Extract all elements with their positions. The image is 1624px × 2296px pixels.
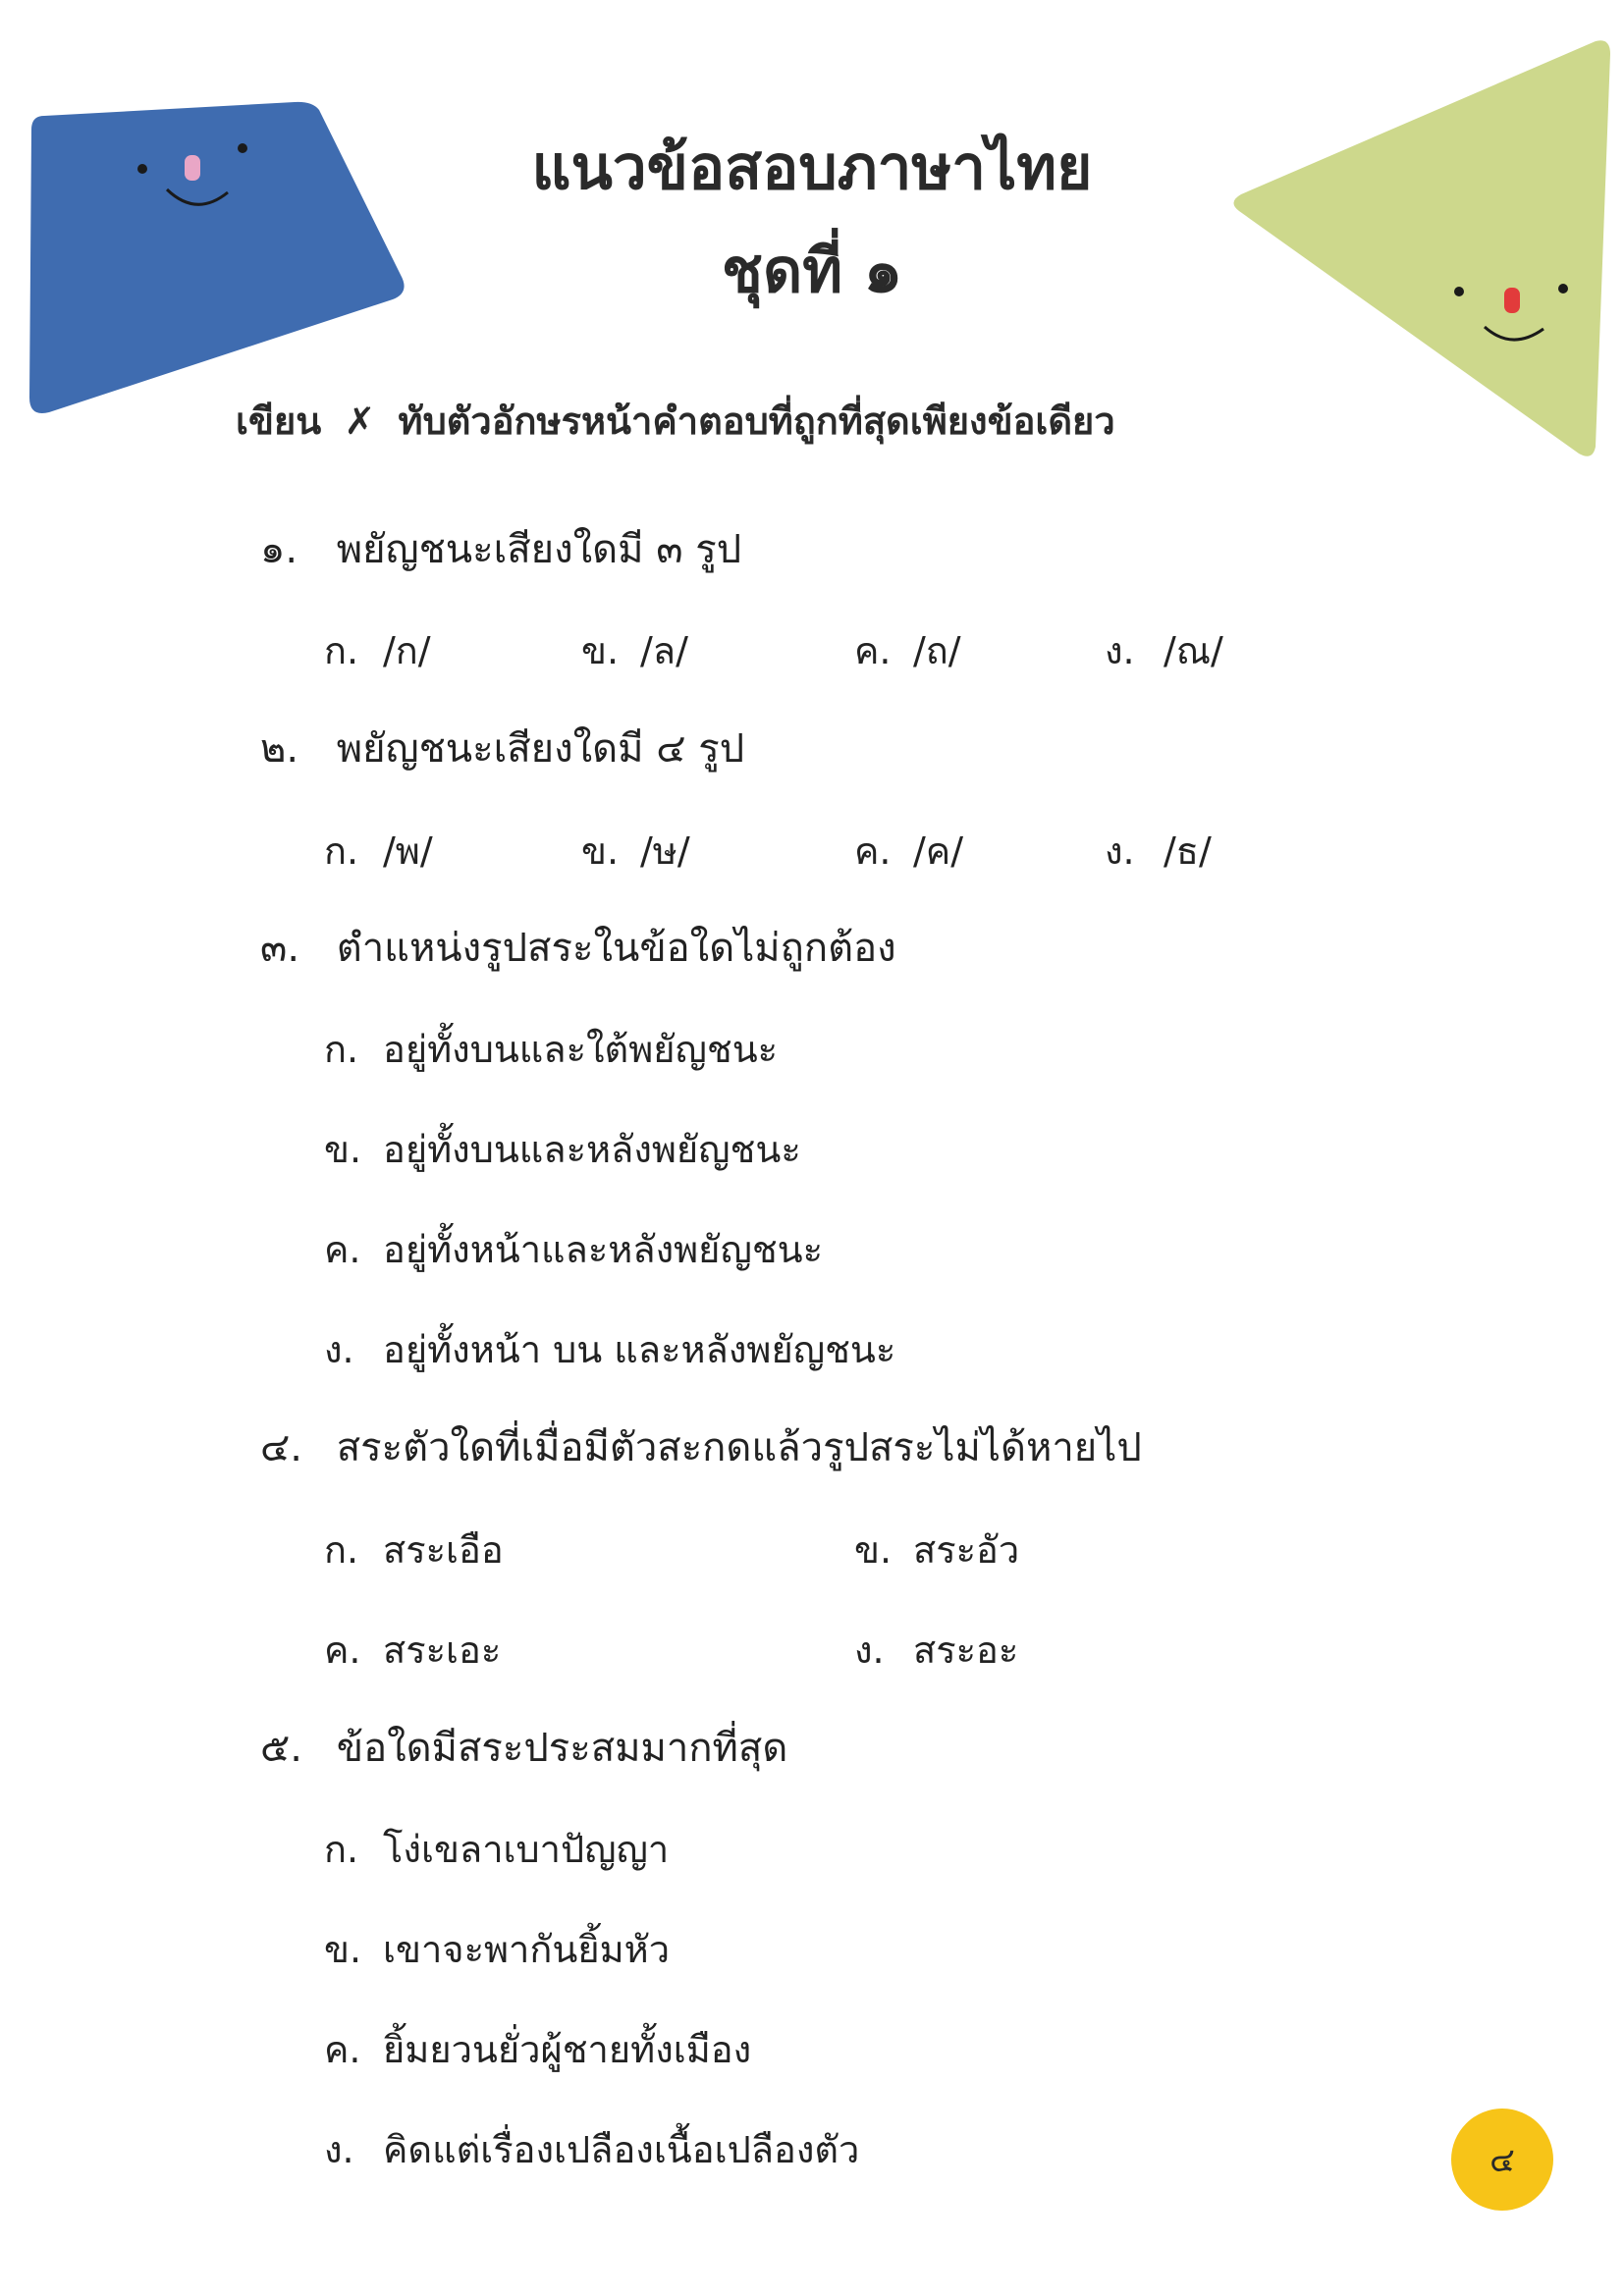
question-3 [260,916,896,979]
option-3b[interactable] [324,1119,801,1179]
option-text: สระอัว [913,1528,1020,1572]
option-3d[interactable] [324,1319,895,1379]
instruction-text-before: เขียน [236,400,322,443]
option-label: ก. [324,1528,359,1572]
option-text: อยู่ทั้งหน้า บน และหลังพยัญชนะ [383,1328,896,1371]
option-text: อยู่ทั้งบนและใต้พยัญชนะ [383,1028,779,1071]
option-3a[interactable] [324,1019,778,1079]
question-text: ข้อใดมีสระประสมมากที่สุด [336,1726,788,1771]
option-2d[interactable] [1105,821,1212,881]
option-5a[interactable] [324,1819,669,1879]
option-1b[interactable] [581,620,688,680]
page-number: ๔ [1489,2141,1515,2180]
option-text: สระเอะ [383,1629,502,1672]
option-text: อยู่ทั้งบนและหลังพยัญชนะ [383,1128,801,1171]
option-text: คิดแต่เรื่องเปลืองเนื้อเปลืองตัว [383,2128,860,2171]
question-5 [260,1716,787,1779]
option-text: /ก/ [383,629,431,672]
page-subtitle: ชุดที่ ๑ [721,235,903,306]
option-text: สระเอือ [383,1528,504,1572]
option-text: /ล/ [640,629,688,672]
page-title: แนวข้อสอบภาษาไทย [531,132,1093,203]
option-label: ค. [854,829,892,873]
option-text: /ถ/ [913,629,961,672]
question-number: ๒. [260,726,299,772]
option-label: ง. [324,1328,354,1371]
option-1a[interactable] [324,620,431,680]
option-label: ค. [324,1629,361,1672]
option-label: ก. [324,1028,359,1071]
question-1 [260,517,741,580]
question-4 [260,1415,1142,1478]
option-label: ง. [1105,829,1135,873]
option-1d[interactable] [1105,620,1223,680]
question-number: ๕. [260,1726,302,1771]
option-5d[interactable] [324,2119,859,2179]
option-label: ข. [324,1128,362,1171]
instruction-text-after: ทับตัวอักษรหน้าคำตอบที่ถูกที่สุดเพียงข้อเดียว [398,400,1115,443]
page-number-badge [1451,2109,1553,2211]
option-text: เขาจะพากันยิ้มหัว [383,1928,671,1971]
option-text: สระอะ [913,1629,1019,1672]
option-5b[interactable] [324,1919,670,1979]
option-text: โง่เขลาเบาปัญญา [383,1828,670,1871]
option-3c[interactable] [324,1219,823,1279]
option-label: ก. [324,829,359,873]
option-4d[interactable] [854,1620,1018,1680]
option-text: /ณ/ [1164,629,1223,672]
question-text: พยัญชนะเสียงใดมี ๓ รูป [336,527,742,572]
option-4b[interactable] [854,1520,1019,1579]
option-text: /ค/ [913,829,964,873]
question-number: ๓. [260,926,300,971]
option-label: ข. [854,1528,893,1572]
option-text: อยู่ทั้งหน้าและหลังพยัญชนะ [383,1228,824,1271]
option-4c[interactable] [324,1620,501,1680]
instruction [236,391,1115,451]
option-2c[interactable] [854,821,963,881]
option-label: ง. [1105,629,1135,672]
cross-mark-icon: ✗ [344,400,376,443]
question-number: ๑. [260,527,298,572]
question-text: ตำแหน่งรูปสระในข้อใดไม่ถูกต้อง [336,926,896,971]
option-label: ข. [581,829,620,873]
question-number: ๔. [260,1425,302,1470]
option-2a[interactable] [324,821,433,881]
option-label: ค. [324,2028,361,2071]
option-label: ก. [324,1828,359,1871]
option-text: /ษ/ [640,829,690,873]
option-label: ค. [854,629,892,672]
question-text: สระตัวใดที่เมื่อมีตัวสะกดแล้วรูปสระไม่ได้หายไป [336,1425,1142,1470]
option-text: ยิ้มยวนยั่วผู้ชายทั้งเมือง [383,2028,752,2071]
option-label: ง. [854,1629,885,1672]
option-label: ง. [324,2128,354,2171]
option-4a[interactable] [324,1520,504,1579]
question-2 [260,717,744,779]
option-5c[interactable] [324,2019,751,2079]
option-text: /พ/ [383,829,433,873]
question-text: พยัญชนะเสียงใดมี ๔ รูป [336,726,745,772]
option-text: /ธ/ [1164,829,1212,873]
option-1c[interactable] [854,620,961,680]
option-label: ค. [324,1228,361,1271]
option-label: ข. [581,629,620,672]
option-2b[interactable] [581,821,690,881]
option-label: ข. [324,1928,362,1971]
option-label: ก. [324,629,359,672]
